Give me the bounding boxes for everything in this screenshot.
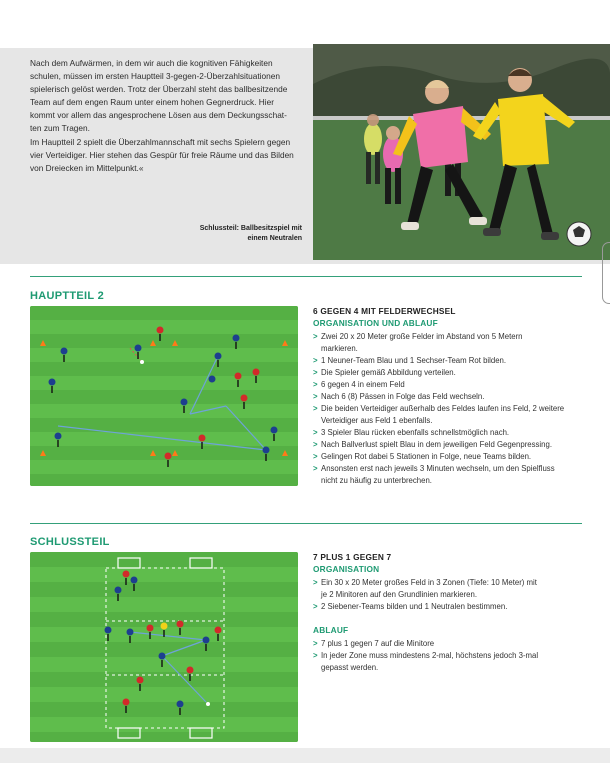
list-item: > Die beiden Verteidiger außerhalb des Feldes laufen ins Feld, 2 weitere Verteidiger aus Feld 1 ebenfalls.: [313, 403, 598, 427]
drill-subtitle-organisation: ORGANISATION: [313, 564, 380, 574]
intro-text: Nach dem Aufwärmen, in dem wir auch die kognitiven Fähigkeiten schulen, müssen im ersten Hauptteil 3-gegen-2-Überzahlsituationen spielerisch gelöst werden. Trotz der Überzahl steht das ballbesitzende Team auf dem engen Raum unter einem hohen Gegnerdruck. Hier kommt vor allem das angesprochene Lösen aus dem Deckungsschat- ten zum Tragen. Im Hauptteil 2 spielt die Überzahlmannschaft mit sechs Spielern gegen vier Verteidiger. Hier stehen das Gespür für freie Räume und das Bilden von Dreiecken im Mittelpunkt.«: [30, 58, 294, 173]
drill-list-ablauf: [313, 638, 598, 674]
photo-caption: Schlussteil: Ballbesitzspiel mit einem Neutralen: [199, 225, 302, 242]
drill-list: [313, 331, 598, 487]
drill-schlussteil: [313, 552, 598, 674]
list-item: > Die Spieler gemäß Abbildung verteilen.: [313, 367, 598, 379]
pitch-diagram-1: [30, 306, 298, 486]
drill-title: 7 PLUS 1 GEGEN 7: [313, 552, 392, 562]
page-footer-band: [0, 748, 610, 763]
list-item: > Gelingen Rot dabei 5 Stationen in Folge, neue Teams bilden.: [313, 451, 598, 463]
list-item: > Ansonsten erst nach jeweils 3 Minuten wechseln, um den Spielfluss nicht zu häufig zu unterbrechen.: [313, 463, 598, 487]
page-scroll-indicator: [602, 242, 610, 304]
drill-subtitle-ablauf: ABLAUF: [313, 625, 349, 635]
drill-subtitle: ORGANISATION UND ABLAUF: [313, 318, 438, 328]
list-item: > Nach 6 (8) Pässen in Folge das Feld wechseln.: [313, 391, 598, 403]
list-item: > Nach Ballverlust spielt Blau in dem jeweiligen Feld Gegenpressing.: [313, 439, 598, 451]
list-item: > 6 gegen 4 in einem Feld: [313, 379, 598, 391]
drill-hauptteil-2: [313, 306, 598, 487]
list-item: > 1 Neuner-Team Blau und 1 Sechser-Team Rot bilden.: [313, 355, 598, 367]
drill-diagram-6-gegen-4: [30, 306, 298, 486]
section-divider: [30, 276, 582, 277]
list-item: > Zwei 20 x 20 Meter große Felder im Abstand von 5 Metern markieren.: [313, 331, 598, 355]
pitch-diagram-2: [30, 552, 298, 742]
section-divider: [30, 523, 582, 524]
training-photo-illustration: [313, 44, 610, 260]
list-item: > In jeder Zone muss mindestens 2-mal, höchstens jedoch 3-mal gepasst werden.: [313, 650, 598, 674]
drill-list-organisation: [313, 577, 598, 613]
section-title-schlussteil: SCHLUSSTEIL: [30, 536, 110, 548]
list-item: > 2 Siebener-Teams bilden und 1 Neutralen bestimmen.: [313, 601, 598, 613]
drill-diagram-7-plus-1: [30, 552, 298, 742]
list-item: > 3 Spieler Blau rücken ebenfalls schnellstmöglich nach.: [313, 427, 598, 439]
section-title-hauptteil-2: HAUPTTEIL 2: [30, 290, 104, 302]
list-item: > Ein 30 x 20 Meter großes Feld in 3 Zonen (Tiefe: 10 Meter) mit je 2 Minitoren auf den Grundlinien markieren.: [313, 577, 598, 601]
drill-title: 6 GEGEN 4 MIT FELDERWECHSEL: [313, 306, 456, 316]
training-photo: [313, 44, 610, 260]
list-item: > 7 plus 1 gegen 7 auf die Minitore: [313, 638, 598, 650]
